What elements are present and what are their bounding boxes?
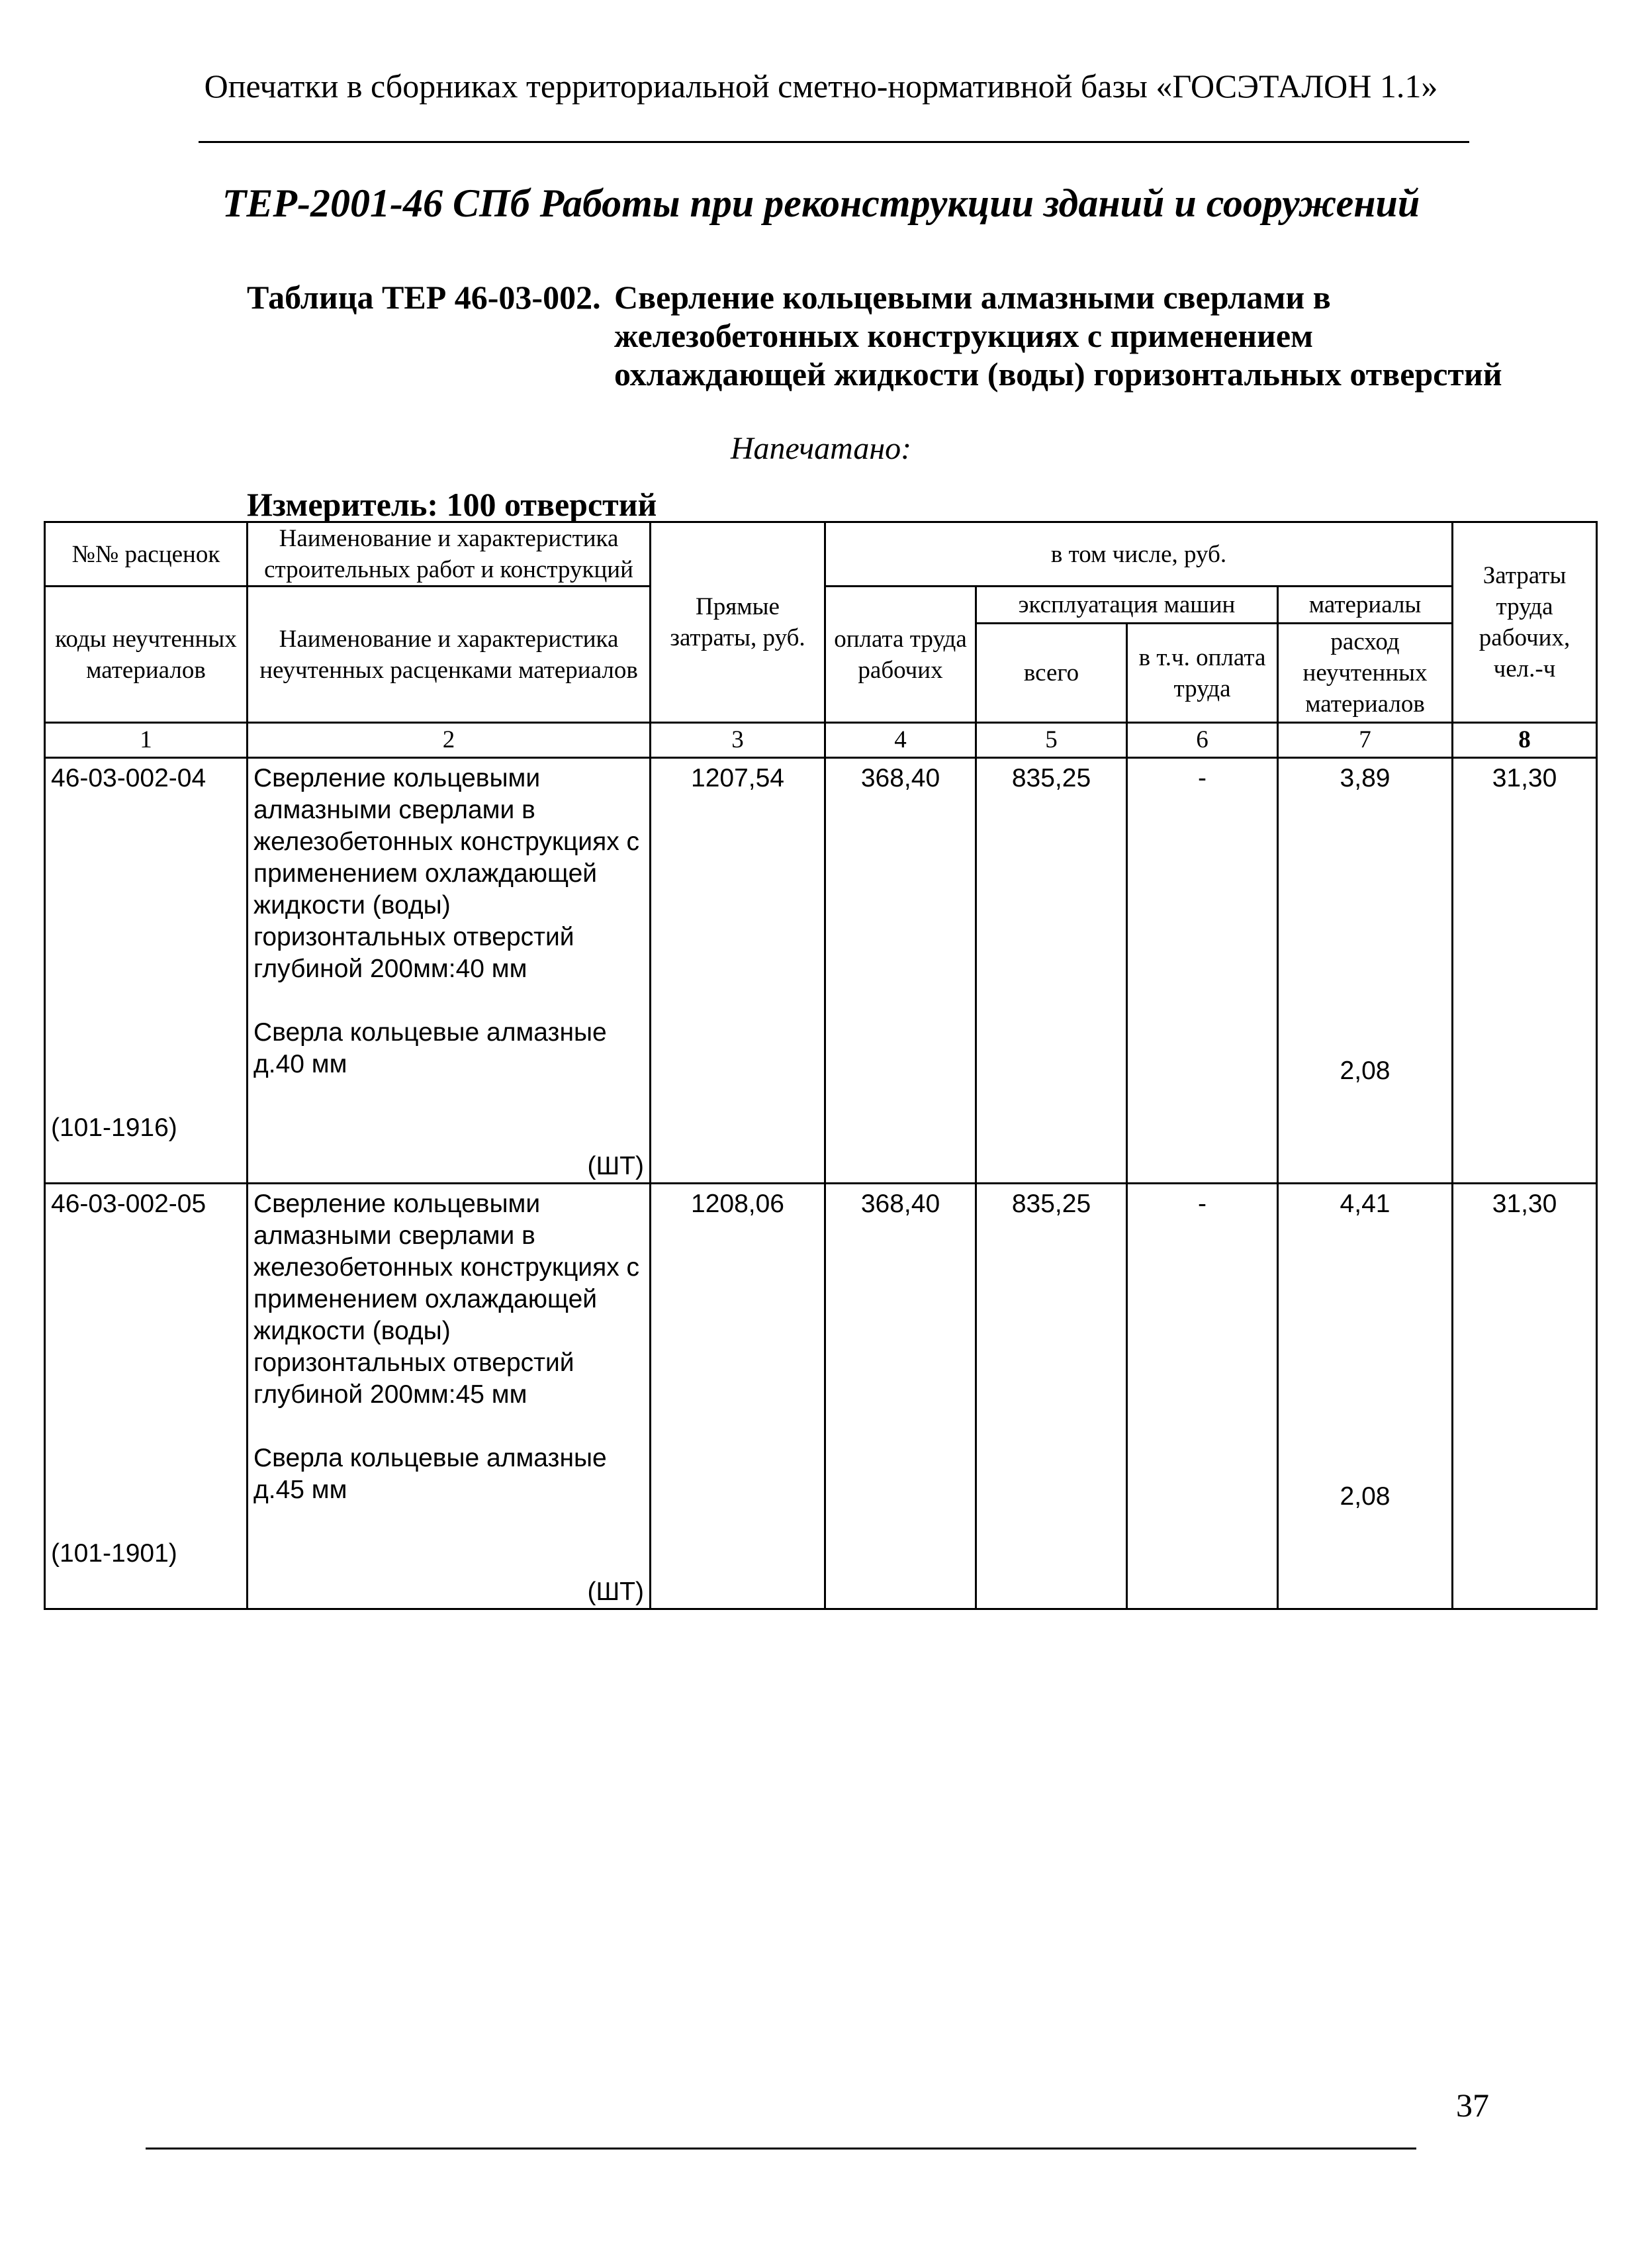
rate-code-cell [45,758,248,1184]
rates-table [44,521,1598,1610]
direct-cost: 1207,54 [651,758,825,1184]
rate-description-cell [248,1184,651,1609]
col-header-including: в том числе, руб. [825,522,1453,587]
column-number: 2 [248,723,651,758]
table-row [45,1184,1597,1609]
material-qty: 2,08 [1340,1482,1391,1511]
col-header-unlisted-name: Наименование и характеристика неучтенных расценками материалов [248,587,651,723]
rate-description: Сверление кольцевыми алмазными сверлами в железобетонных конструкциях с применением охлаждающей жидкости (воды) горизонтальных отверстий глубиной 200мм:45 мм [253,1190,640,1409]
materials-cell [1278,1184,1453,1609]
measure-unit: Измеритель: 100 отверстий [247,486,657,523]
column-number: 8 [1453,723,1597,758]
column-number-row [45,723,1597,758]
labor-pay: 368,40 [825,758,976,1184]
table-row [45,758,1597,1184]
material-unit: (ШТ) [587,1152,644,1180]
header-rule [199,141,1469,143]
labor-cost: 31,30 [1453,1184,1597,1609]
direct-cost: 1208,06 [651,1184,825,1609]
machines-labor: - [1127,1184,1278,1609]
rate-code: 46-03-002-04 [51,764,206,792]
col-header-machines-total: всего [976,624,1127,723]
rate-code: 46-03-002-05 [51,1190,206,1218]
material-name: Сверла кольцевые алмазные д.45 мм [253,1444,607,1504]
column-number: 1 [45,723,248,758]
col-header-machines-labor: в т.ч. оплата труда [1127,624,1278,723]
col-header-labor-cost: Затраты труда рабочих, чел.-ч [1453,522,1597,723]
material-code: (101-1916) [51,1113,177,1142]
column-number: 7 [1278,723,1453,758]
materials-cost: 4,41 [1340,1190,1391,1218]
material-qty: 2,08 [1340,1057,1391,1085]
rate-description-cell [248,758,651,1184]
footer-rule [146,2148,1416,2150]
machines-labor: - [1127,758,1278,1184]
labor-pay: 368,40 [825,1184,976,1609]
page-number: 37 [1456,2087,1489,2124]
running-header: Опечатки в сборниках территориальной сметно-нормативной базы «ГОСЭТАЛОН 1.1» [204,68,1438,105]
collection-title: ТЕР-2001-46 СПб Работы при реконструкции зданий и сооружений [222,181,1420,225]
material-code: (101-1901) [51,1539,177,1568]
material-name: Сверла кольцевые алмазные д.40 мм [253,1018,607,1078]
material-unit: (ШТ) [587,1578,644,1606]
table-title-line-3: охлаждающей жидкости (воды) горизонтальных отверстий [614,355,1502,393]
column-number: 4 [825,723,976,758]
col-header-unlisted-qty: расход неучтенных материалов [1278,624,1453,723]
col-header-labor-pay: оплата труда рабочих [825,587,976,723]
machines-total: 835,25 [976,758,1127,1184]
labor-cost: 31,30 [1453,758,1597,1184]
col-header-direct: Прямые затраты, руб. [651,522,825,723]
column-number: 3 [651,723,825,758]
rate-description: Сверление кольцевыми алмазными сверлами в железобетонных конструкциях с применением охлаждающей жидкости (воды) горизонтальных отверстий глубиной 200мм:40 мм [253,764,640,983]
table-title-prefix: Таблица ТЕР 46-03-002. [247,279,601,316]
table-title-line-2: железобетонных конструкциях с применением [614,317,1314,354]
col-header-unlisted-codes: коды неучтенных материалов [45,587,248,723]
col-header-name: Наименование и характеристика строительных работ и конструкций [248,522,651,587]
printed-label: Напечатано: [730,431,912,466]
table-title-line-1: Сверление кольцевыми алмазными сверлами в [614,279,1331,316]
materials-cost: 3,89 [1340,764,1391,792]
rate-code-cell [45,1184,248,1609]
column-number: 6 [1127,723,1278,758]
column-number: 5 [976,723,1127,758]
col-header-machines: эксплуатация машин [976,587,1278,624]
materials-cell [1278,758,1453,1184]
col-header-materials: материалы [1278,587,1453,624]
col-header-code: №№ расценок [45,522,248,587]
machines-total: 835,25 [976,1184,1127,1609]
